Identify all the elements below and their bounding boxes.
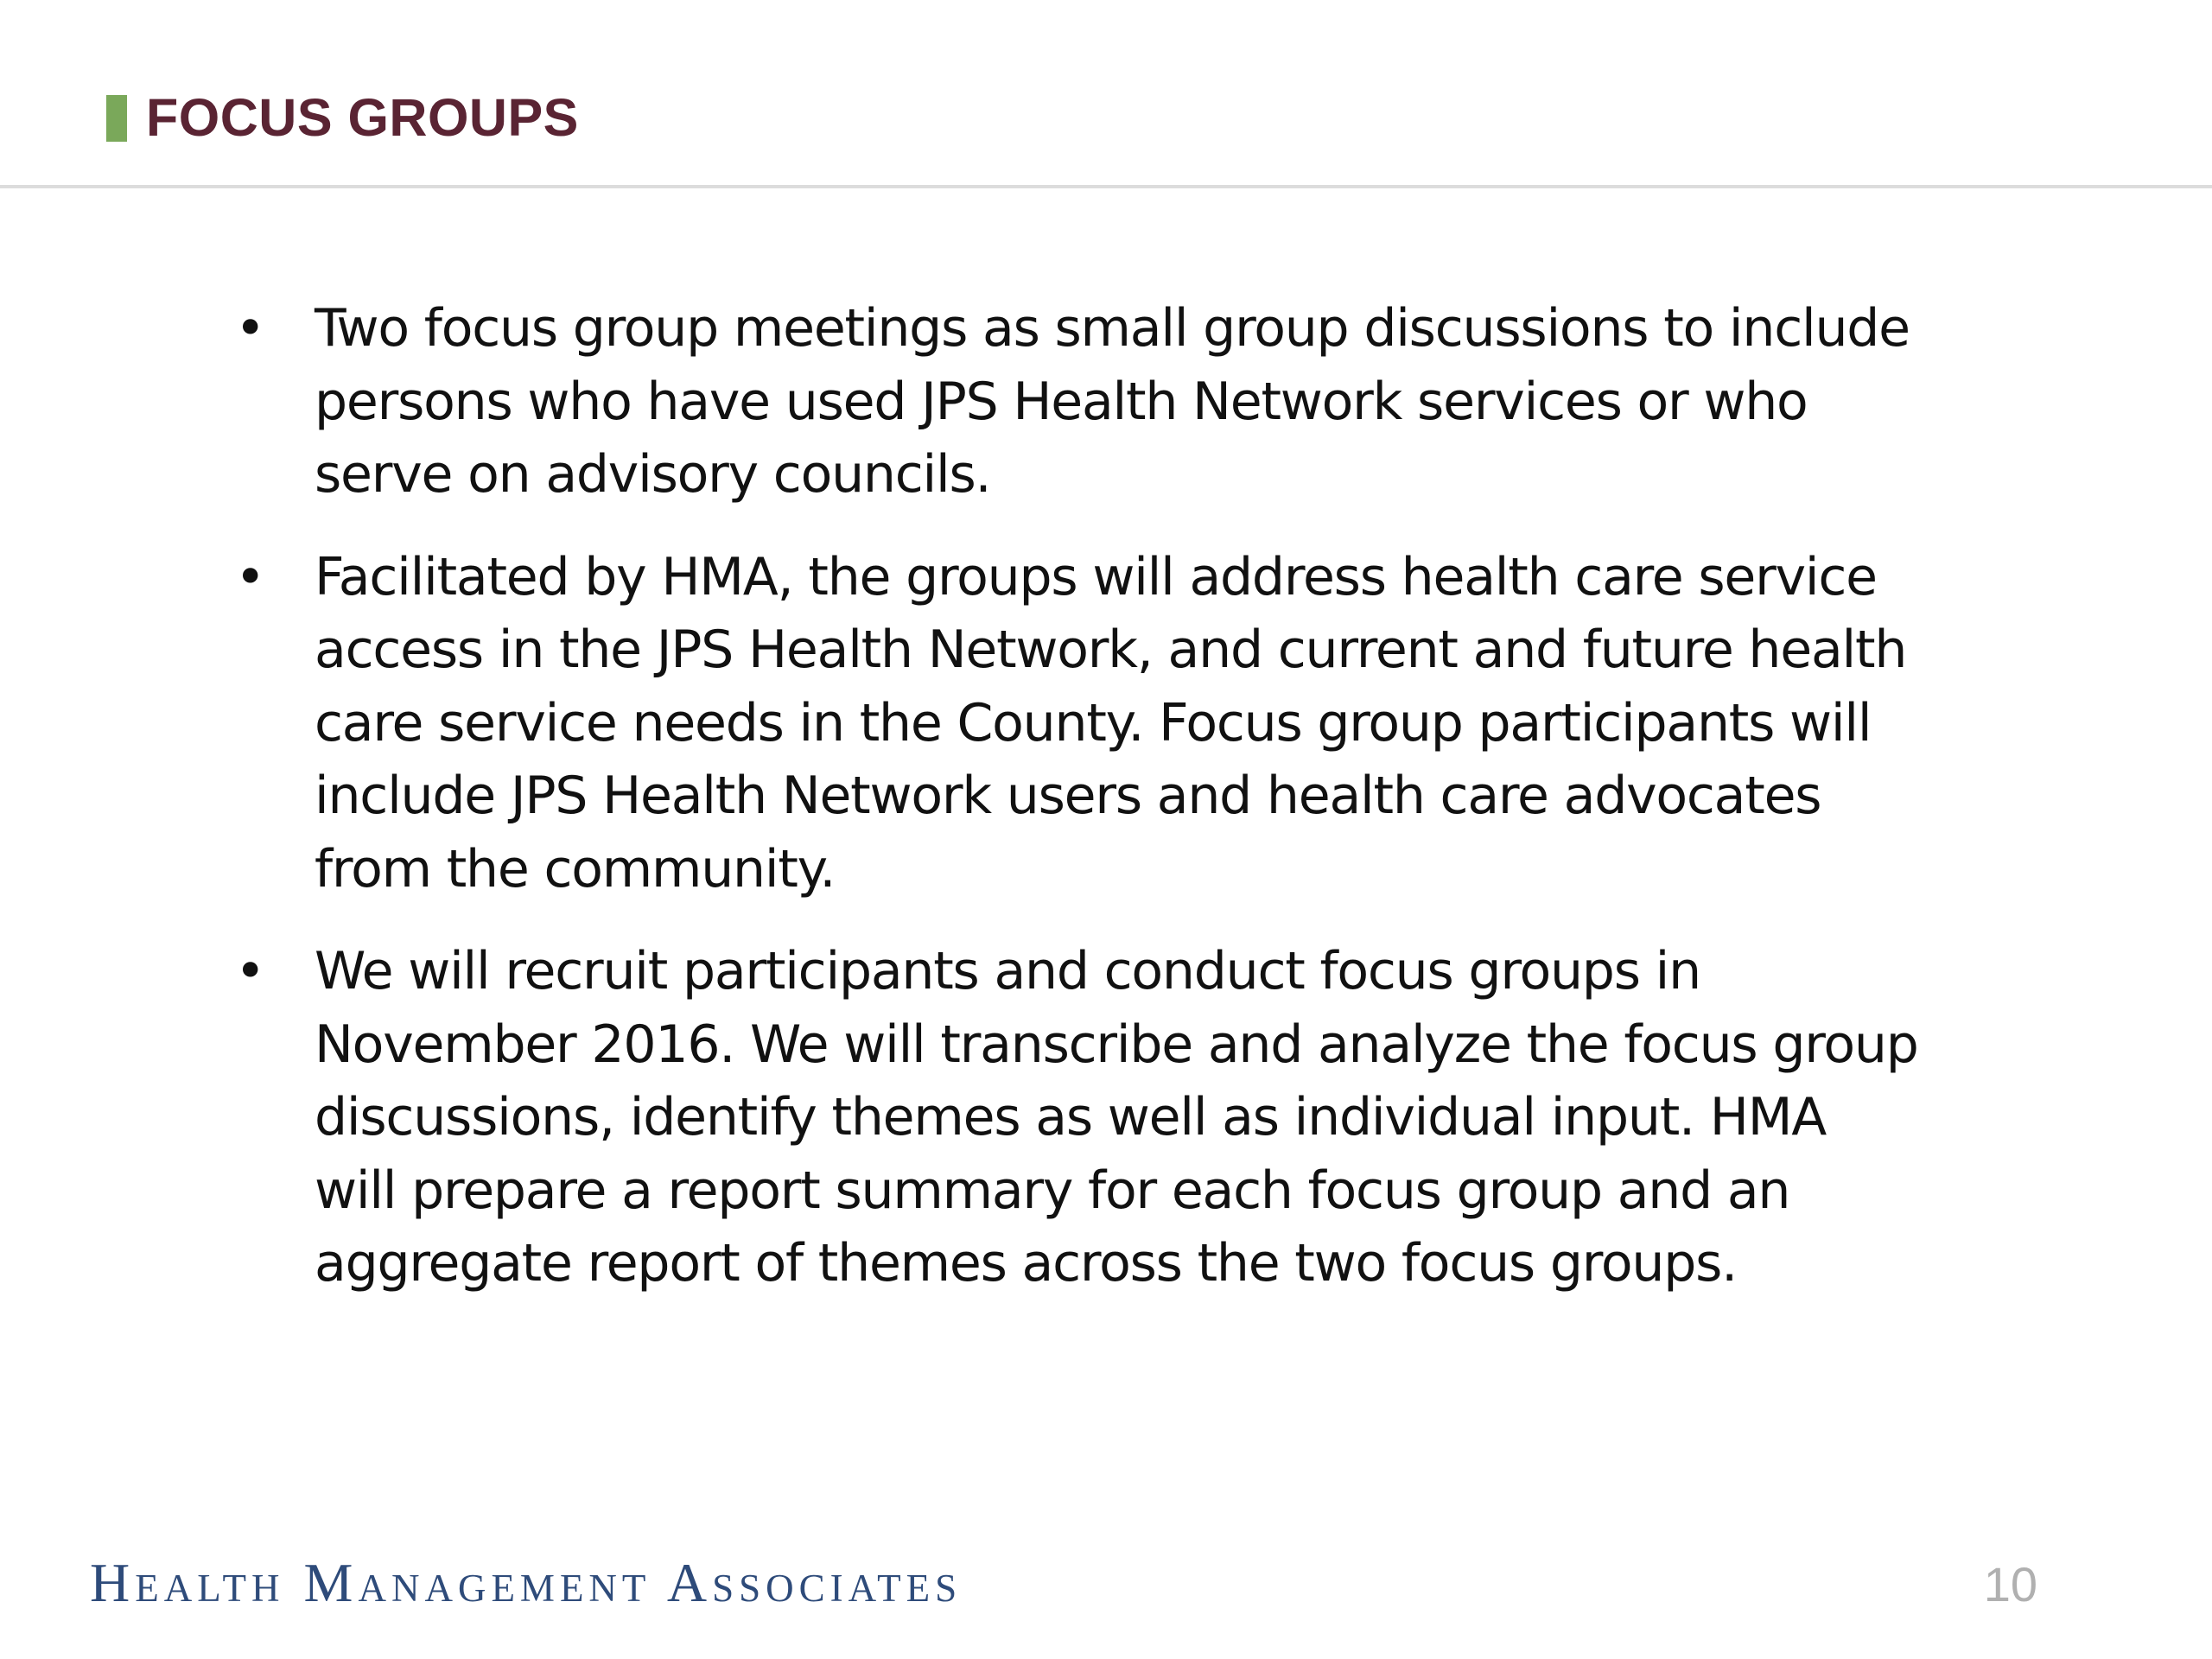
bullet-text: Facilitated by HMA, the groups will address health care service access in the JPS Health Network, and current and future health care service needs in the County. Focus group participants will include JPS Health Network users and health care advocates from the community.	[315, 546, 1907, 899]
bullet-dot-icon: •	[235, 298, 265, 359]
bullet-item-2	[226, 541, 1920, 906]
bullet-item-3	[226, 935, 1920, 1300]
title-accent-bar	[106, 95, 127, 142]
page-number: 10	[1983, 1557, 2037, 1611]
bullet-item-1	[226, 292, 1920, 512]
footer-logo: Health Management Associates	[90, 1552, 963, 1613]
slide-title: FOCUS GROUPS	[146, 88, 579, 147]
bullet-dot-icon: •	[235, 941, 265, 1001]
bullet-text: Two focus group meetings as small group discussions to include persons who have used JPS Health Network services or who serve on advisory councils.	[315, 298, 1910, 505]
slide-header	[106, 88, 579, 147]
header-divider	[0, 185, 2212, 188]
bullet-dot-icon: •	[235, 546, 265, 607]
bullet-text: We will recruit participants and conduct focus groups in November 2016. We will transcribe and analyze the focus group discussions, identify themes as well as individual input. HMA will prepare a report summary for each focus group and an aggregate report of themes across the two focus groups.	[315, 941, 1918, 1294]
bullet-list	[226, 292, 1920, 1330]
